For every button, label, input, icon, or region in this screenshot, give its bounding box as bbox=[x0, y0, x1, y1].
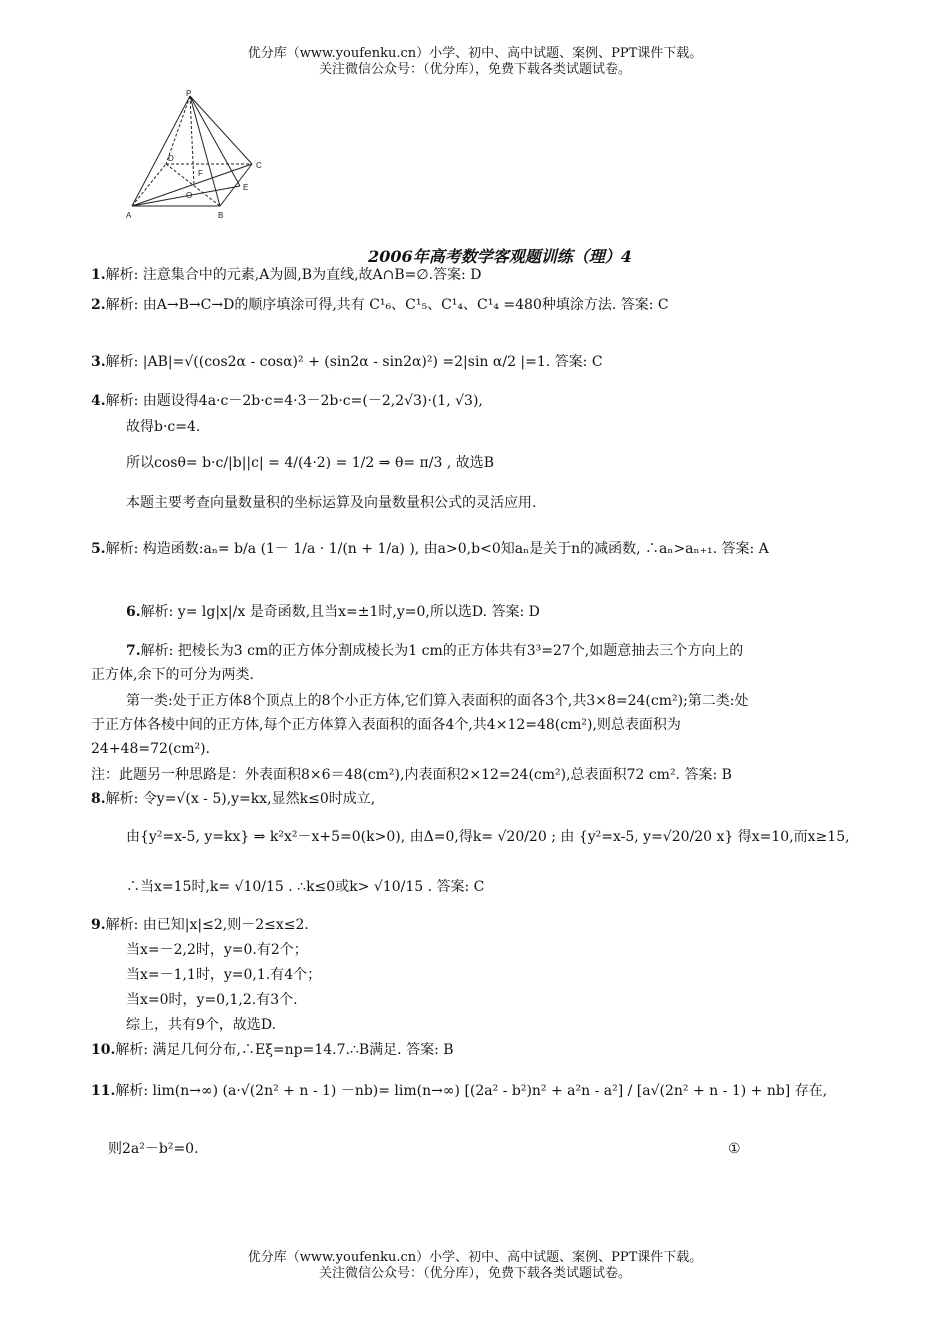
solution-11 bbox=[91, 1082, 827, 1100]
solution-5 bbox=[91, 540, 769, 558]
header-line-1: 优分库（www.youfenku.cn）小学、初中、高中试题、案例、PPT课件下载。 bbox=[247, 46, 703, 61]
vertex-label-e: E bbox=[243, 183, 249, 192]
solution-7-line-5: 24+48=72(cm²). bbox=[91, 741, 211, 757]
solution-text: 解析: y= lg|x|/x 是奇函数,且当x=±1时,y=0,所以选D. 答案: D bbox=[140, 604, 540, 620]
solution-7-note: 注：此题另一种思路是：外表面积8×6＝48(cm²),内表面积2×12=24(cm²),总表面积72 cm². 答案: B bbox=[91, 767, 732, 783]
solution-7-line-2: 正方体,余下的可分为两类. bbox=[91, 667, 254, 683]
solution-9-line-3: 当x=－1,1时，y=0,1.有4个； bbox=[126, 967, 322, 983]
pyramid-figure bbox=[118, 88, 278, 224]
solution-text: 解析: |AB|=√((cos2α - cosα)² + (sin2α - sin2α)²) =2|sin α/2 |=1. 答案: C bbox=[105, 354, 603, 370]
solution-9-line-5: 综上，共有9个，故选D. bbox=[126, 1017, 277, 1033]
vertex-label-b: B bbox=[218, 211, 224, 220]
footer-line-2: 关注微信公众号：（优分库），免费下载各类试题试卷。 bbox=[318, 1266, 631, 1281]
equation-marker: ① bbox=[728, 1141, 741, 1157]
page-title: 2006年高考数学客观题训练（理）4 bbox=[368, 247, 632, 266]
vertex-label-d: D bbox=[168, 154, 174, 163]
page-header bbox=[0, 46, 950, 78]
page-footer bbox=[0, 1250, 950, 1282]
vertex-label-o: O bbox=[186, 191, 193, 200]
solution-text: 解析: 满足几何分布,∴Eξ=np=14.7.∴B满足. 答案: B bbox=[115, 1042, 454, 1058]
solution-number: 7. bbox=[126, 643, 141, 659]
solution-8-line-3: ∴当x=15时,k= √10/15 . ∴k≤0或k> √10/15 . 答案: C bbox=[126, 879, 485, 895]
header-line-2: 关注微信公众号：（优分库），免费下载各类试题试卷。 bbox=[318, 62, 631, 77]
solution-7 bbox=[126, 642, 743, 660]
solution-2 bbox=[91, 296, 669, 314]
solution-text: 解析: 由A→B→C→D的顺序填涂可得,共有 C¹₆、C¹₅、C¹₄、C¹₄ =480种填涂方法. 答案: C bbox=[105, 297, 669, 313]
solution-4-line-4: 本题主要考查向量数量积的坐标运算及向量数量积公式的灵活应用. bbox=[126, 495, 537, 511]
solution-text: 解析: 由已知|x|≤2,则－2≤x≤2. bbox=[105, 917, 309, 933]
solution-8 bbox=[91, 790, 375, 808]
solution-number: 2. bbox=[91, 297, 106, 313]
solution-9-line-2: 当x=－2,2时，y=0.有2个； bbox=[126, 942, 308, 958]
solution-number: 6. bbox=[126, 604, 141, 620]
solution-number: 11. bbox=[91, 1083, 116, 1099]
vertex-label-a: A bbox=[126, 211, 132, 220]
solution-number: 5. bbox=[91, 541, 106, 557]
solution-7-line-3: 第一类:处于正方体8个顶点上的8个小正方体,它们算入表面积的面各3个,共3×8=24(cm²);第二类:处 bbox=[126, 693, 749, 709]
vertex-label-f: F bbox=[198, 169, 203, 178]
solution-3 bbox=[91, 353, 603, 371]
solution-4-line-2: 故得b·c=4. bbox=[126, 419, 201, 435]
solution-text: 解析: 构造函数:aₙ= b/a (1－ 1/a · 1/(n + 1/a) ), 由a>0,b<0知aₙ是关于n的减函数, ∴aₙ>aₙ₊₁. 答案: A bbox=[105, 541, 769, 557]
vertex-label-c: C bbox=[256, 161, 262, 170]
solution-text: 解析: 由题设得4a·c－2b·c=4·3－2b·c=(－2,2√3)·(1, √3), bbox=[105, 393, 483, 409]
solution-number: 9. bbox=[91, 917, 106, 933]
solution-text: 解析: 令y=√(x - 5),y=kx,显然k≤0时成立, bbox=[105, 791, 376, 807]
vertex-label-p: P bbox=[186, 89, 192, 98]
solution-number: 8. bbox=[91, 791, 106, 807]
solution-text: 解析: lim(n→∞) (a·√(2n² + n - 1) －nb)= lim(n→∞) [(2a² - b²)n² + a²n - a²] / [a√(2n² + n - 1) + nb] 存在, bbox=[115, 1083, 828, 1099]
solution-number: 4. bbox=[91, 393, 106, 409]
solution-4-line-3: 所以cosθ= b·c/|b||c| = 4/(4·2) = 1/2 ⇒ θ= π/3 , 故选B bbox=[126, 455, 495, 471]
solution-9 bbox=[91, 916, 309, 934]
solution-11-line-2: 则2a²－b²=0. bbox=[108, 1141, 199, 1157]
solution-1 bbox=[91, 266, 481, 284]
solution-4 bbox=[91, 392, 483, 410]
footer-line-1: 优分库（www.youfenku.cn）小学、初中、高中试题、案例、PPT课件下载。 bbox=[247, 1250, 703, 1265]
solution-6 bbox=[126, 603, 540, 621]
solution-10 bbox=[91, 1041, 454, 1059]
solution-7-line-4: 于正方体各棱中间的正方体,每个正方体算入表面积的面各4个,共4×12=48(cm²),则总表面积为 bbox=[91, 717, 681, 733]
solution-number: 10. bbox=[91, 1042, 116, 1058]
solution-text: 解析: 把棱长为3 cm的正方体分割成棱长为1 cm的正方体共有3³=27个,如题意抽去三个方向上的 bbox=[140, 643, 744, 659]
solution-number: 3. bbox=[91, 354, 106, 370]
solution-9-line-4: 当x=0时，y=0,1,2.有3个. bbox=[126, 992, 298, 1008]
solution-text: 解析: 注意集合中的元素,A为圆,B为直线,故A∩B=∅.答案: D bbox=[105, 267, 482, 283]
solution-number: 1. bbox=[91, 267, 106, 283]
solution-8-line-2: 由{y²=x-5, y=kx} ⇒ k²x²－x+5=0(k>0), 由Δ=0,得k= √20/20 ; 由 {y²=x-5, y=√20/20 x} 得x=10,而x≥15, bbox=[126, 829, 850, 845]
